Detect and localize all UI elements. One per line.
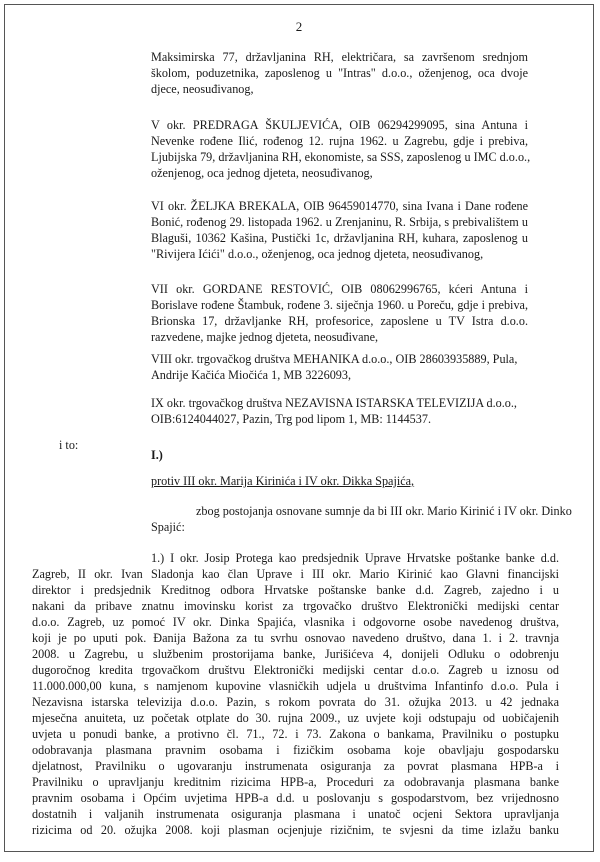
text-line: V okr. PREDRAGA ŠKULJEVIĆA, OIB 06294299095, sina Antuna i [151, 118, 528, 132]
text-line: dostatnih i valjanih instrumenata osiguranja plasmana i unatoč ocjeni Sektora upravljanja [32, 807, 559, 821]
text-line: Ljubijska 79, državljanina RH, ekonomiste, sa SSS, zaposlenog u IMC d.o.o., [151, 150, 531, 164]
text-line: Brionska 17, državljanke RH, profesorice, zaposlene u TV Istra d.o.o. [151, 314, 528, 328]
text-line: dugoročnog kredita trgovačkom društvu Elektronički medijski centar d.o.o. Zagreb u iznosu od [32, 663, 559, 677]
text-line: Maksimirska 77, državljanina RH, električara, sa završenom srednjom [151, 50, 528, 64]
document-page [4, 4, 594, 852]
text-line: razvedene, majke jednog djeteta, neosuđivane, [151, 330, 379, 344]
text-line: VIII okr. trgovačkog društva MEHANIKA d.o.o., OIB 28603935889, Pula, [151, 352, 518, 366]
text-line: školom, poduzetnika, zaposlenog u "Intras" d.o.o., oženjenog, oca dvoje [151, 66, 528, 80]
text-line: Bonić, rođenog 29. listopada 1962. u Zrenjaninu, R. Srbija, s prebivalištem u [151, 215, 528, 229]
text-line: nakani da pribave znatnu imovinsku korist za trgovačko društvo Elektronički medijski centar [32, 599, 559, 613]
text-line: mjesečna anuiteta, uz početak otplate do 30. rujna 2009., uz uvjete koji odstupaju od uobičajenih [32, 711, 559, 725]
text-line: Nezavisna istarska televizija d.o.o. Pazin, s rokom povrata do 31. ožujka 2013. u 42 jednaka [32, 695, 559, 709]
against-line: protiv III okr. Marija Kirinića i IV okr. Dikka Spajića, [151, 474, 415, 488]
text-line: Blaguši, 10362 Kašina, Pustički 1c, državljanina RH, kuhara, zaposlenog u [151, 231, 528, 245]
text-line: Andrije Kačića Miočića 1, MB 3226093, [151, 368, 352, 382]
text-line: djelatnost, Pravilniku o ugovaranju instrumenata osiguranja za povrat plasmana HPB-a i [32, 759, 559, 773]
text-line: 11.000.000,00 kuna, s namjenom kupovine vlasničkih udjela u društvima Infantinfo d.o.o. Pula i [32, 679, 559, 693]
text-line: Pravilniku o upravljanju kreditnim rizicima HPB-a, Proceduri za odobravanja plasmana banke [32, 775, 559, 789]
text-line: Spajić: [151, 520, 185, 534]
text-line: oženjenog, oca jednog djeteta, neosuđivanog, [151, 166, 373, 180]
text-line: VII okr. GORDANE RESTOVIĆ, OIB 08062996765, kćeri Antuna i [151, 282, 528, 296]
text-line: OIB:6124044027, Pazin, Trg pod lipom 1, MB: 1144537. [151, 412, 432, 426]
text-line: direktor i predsjednik Kreditnog odbora Hrvatske poštanske banke d.d. Zagreb, zajedno i u [32, 583, 559, 597]
page-number: 2 [295, 19, 303, 34]
text-line: djece, neosuđivanog, [151, 82, 254, 96]
text-line: "Rivijera Ićići" d.o.o., oženjenog, oca jednog djeteta, neosuđivanog, [151, 247, 484, 261]
section-heading: I.) [151, 448, 163, 462]
text-line: pravnim osobama i Općim uvjetima HPB-a d.d. u poslovanju s gospodarstvom, bez vrijednosno [32, 791, 559, 805]
text-line: Borislave rođene Štambuk, rođene 3. siječnja 1960. u Poreču, gdje i prebiva, [151, 298, 528, 312]
text-line: zbog postojanja osnovane sumnje da bi III okr. Mario Kirinić i IV okr. Dinko [196, 504, 572, 518]
text-line: 1.) I okr. Josip Protega kao predsjednik Uprave Hrvatske poštanke banke d.d. [151, 551, 559, 565]
text-line: odobravanja plasmana pravnim osobama i fizičkim osobama koje obavljaju gospodarsku [32, 743, 559, 757]
text-line: 2008. u Zagrebu, u službenim prostorijama banke, Jurišićeva 4, donijeli Odluku o odobrenju [32, 647, 559, 661]
text-line: Zagreb, II okr. Ivan Sladonja kao član Uprave i III okr. Mario Kirinić kao Glavni financijski [32, 567, 559, 581]
side-label: i to: [59, 438, 79, 452]
text-line: d.o.o. Zagreb, uz pomoć IV okr. Dinka Spajića, vlasnika i odgovorne osobe navedenog društva, [32, 615, 559, 629]
text-line: Nevenke rođene Ilić, rođenog 12. rujna 1962. u Zagrebu, gdje i prebiva, [151, 134, 528, 148]
text-line: uvjeta u ponudi banke, a protivno čl. 71., 72. i 73. Zakona o bankama, Pravilniku o postupku [32, 727, 559, 741]
text-line: rizicima od 20. ožujka 2008. koji plasman ocjenjuje rizičnim, te svjesni da time izlažu banku [32, 823, 559, 837]
text-line: koji je po uputi pok. Đanija Bažona za tu svrhu osnovao navedeno društvo, dana 1. i 2. travnja [32, 631, 559, 645]
text-line: VI okr. ŽELJKA BREKALA, OIB 96459014770, sina Ivana i Dane rođene [151, 199, 528, 213]
text-line: IX okr. trgovačkog društva NEZAVISNA ISTARSKA TELEVIZIJA d.o.o., [151, 396, 517, 410]
